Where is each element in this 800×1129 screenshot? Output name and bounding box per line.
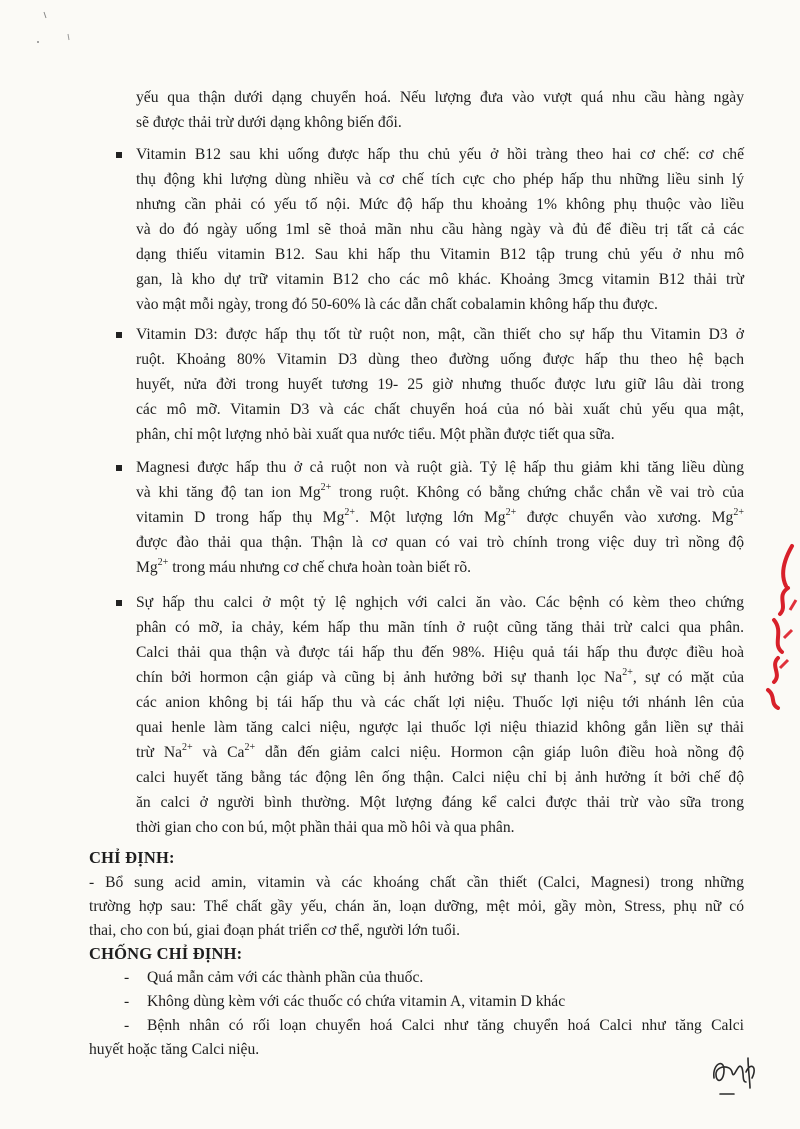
calci-line: thời gian cho con bú, một phần thải qua mồ hôi và qua phân. <box>136 819 515 836</box>
calci-line: Calci thải qua thận và được tái hấp thu đến 98%. Hiệu quả tái hấp thu được điều hoà <box>136 644 744 661</box>
d3-line: ruột. Khoảng 80% Vitamin D3 dùng theo đường uống được hấp thu theo hệ bạch <box>136 351 744 368</box>
mg-line: $Mg^{2+}$ trong máu nhưng cơ chế chưa hoàn toàn biết rõ. <box>136 557 472 576</box>
calci-line: ăn calci ở người bình thường. Một lượng đáng kể calci được thải trừ vào sữa trong <box>136 794 744 811</box>
b12-line: nhưng cần phải có yếu tố nội. Mức độ hấp thu khoảng 1% không phụ thuộc vào liều <box>136 196 744 213</box>
scan-speck-icon <box>30 0 80 60</box>
b12-line: Vitamin B12 sau khi uống được hấp thu chủ yếu ở hồi tràng theo hai cơ chế: cơ chế <box>136 146 744 163</box>
calci-line: quai henle làm tăng calci niệu, ngược lại thuốc lợi niệu thiazid không gắn liền sự thải <box>136 719 744 736</box>
contraindication-heading: CHỐNG CHỈ ĐỊNH: <box>89 944 243 963</box>
ion-charge-superscript: 2+ <box>244 742 256 753</box>
ion-charge-superscript: 2+ <box>320 482 332 493</box>
handwritten-initials-icon <box>708 1048 768 1098</box>
ion-charge-superscript: 2+ <box>505 507 517 518</box>
mg-line: và khi tăng độ tan ion $Mg^{2+}$ trong ruột. Không có bằng chứng chắc chắn về vai trò của <box>136 482 744 501</box>
ion-charge-superscript: 2+ <box>344 507 356 518</box>
calci-line: trừ $Na^{2+}$ và $Ca^{2+}$ dẫn đến giảm calci niệu. Hormon cận giáp luôn điều hoà nồng độ <box>136 742 744 761</box>
indication-line: trường hợp sau: Thể chất gầy yếu, chán ăn, loạn dưỡng, mệt mỏi, gầy mòn, Stress, phụ nữ có <box>89 898 744 915</box>
b12-line: và do đó ngày uống 1ml sẽ thoả mãn nhu cầu hàng ngày và đủ để điều trị tất cả các <box>136 221 744 238</box>
red-seal-edge-icon <box>762 540 800 710</box>
continuation-line: yếu qua thận dưới dạng chuyển hoá. Nếu lượng đưa vào vượt quá nhu cầu hàng ngày <box>136 89 744 106</box>
calci-line: Sự hấp thu calci ở một tỷ lệ nghịch với calci ăn vào. Các bệnh có kèm theo chứng <box>136 594 744 611</box>
mg-line: vitamin D trong hấp thụ $Mg^{2+}$. Một lượng lớn $Mg^{2+}$ được chuyển vào xương. $Mg^{2+}$ <box>136 507 744 526</box>
indication-heading: CHỈ ĐỊNH: <box>89 848 175 867</box>
ion-charge-superscript: 2+ <box>622 667 633 678</box>
bullet-square-icon <box>116 152 122 158</box>
b12-line: gan, là kho dự trữ vitamin B12 cho các mô khác. Khoảng 3mcg vitamin B12 thải trừ <box>136 271 744 288</box>
indication-line: thai, cho con bú, giai đoạn phát triển cơ thể, người lớn tuổi. <box>89 922 460 939</box>
contraindication-item: Quá mẫn cảm với các thành phần của thuốc. <box>147 969 424 986</box>
calci-line: calci huyết tăng bằng tác động lên ống thận. Calci niệu chỉ bị ảnh hưởng ít bởi chế độ <box>136 769 744 786</box>
b12-line: vào mật mỗi ngày, trong đó 50-60% là các dẫn chất cobalamin không hấp thu được. <box>136 296 658 313</box>
calci-line: các anion không bị tái hấp thu và các chất lợi niệu. Thuốc lợi niệu tới nhánh lên của <box>136 694 744 711</box>
d3-line: các mô mỡ. Vitamin D3 và các chất chuyển hoá của nó bài xuất chủ yếu qua mật, <box>136 401 744 418</box>
bullet-square-icon <box>116 465 122 471</box>
b12-line: dạng thiếu vitamin B12. Sau khi hấp thu Vitamin B12 tập trung chủ yếu ở nhu mô <box>136 246 744 263</box>
d3-line: huyết, nửa đời trong huyết tương 19- 25 giờ nhưng thuốc được lưu giữ lâu dài trong <box>136 376 744 393</box>
d3-line: Vitamin D3: được hấp thụ tốt từ ruột non, mật, cần thiết cho sự hấp thu Vitamin D3 ở <box>136 326 744 343</box>
mg-line: được đào thải qua thận. Thận là cơ quan có vai trò chính trong việc duy trì nồng độ <box>136 534 744 551</box>
dash-marker: - <box>124 993 130 1010</box>
ion-charge-superscript: 2+ <box>733 507 744 518</box>
calci-line: chín bởi hormon cận giáp và cũng bị ảnh hưởng bởi sự thanh lọc $Na^{2+}$, sự có mặt của <box>136 667 744 686</box>
bullet-square-icon <box>116 332 122 338</box>
mg-line: Magnesi được hấp thu ở cả ruột non và ruột già. Tỷ lệ hấp thu giảm khi tăng liều dùng <box>136 459 744 476</box>
dash-marker: - <box>124 1017 130 1034</box>
d3-line: phân, chỉ một lượng nhỏ bài xuất qua nước tiểu. Một phần được tiết qua sữa. <box>136 426 615 443</box>
contraindication-item: Bệnh nhân có rối loạn chuyển hoá Calci như tăng chuyển hoá Calci như tăng Calci <box>147 1017 744 1034</box>
b12-line: thụ động khi lượng dùng nhiều và cơ chế tích cực cho phép hấp thu những liều sinh lý <box>136 171 744 188</box>
bullet-square-icon <box>116 600 122 606</box>
contraindication-wrap: huyết hoặc tăng Calci niệu. <box>89 1041 260 1058</box>
calci-line: phân có mỡ, ỉa chảy, kém hấp thu mãn tính ở ruột cũng tăng thải trừ calci qua phân. <box>136 619 744 636</box>
continuation-line: sẽ được thải trừ dưới dạng không biến đổi. <box>136 114 402 131</box>
dash-marker: - <box>124 969 130 986</box>
indication-line: - Bổ sung acid amin, vitamin và các khoáng chất cần thiết (Calci, Magnesi) trong những <box>89 874 744 891</box>
ion-charge-superscript: 2+ <box>157 557 169 568</box>
contraindication-item: Không dùng kèm với các thuốc có chứa vitamin A, vitamin D khác <box>147 993 566 1010</box>
ion-charge-superscript: 2+ <box>182 742 193 753</box>
